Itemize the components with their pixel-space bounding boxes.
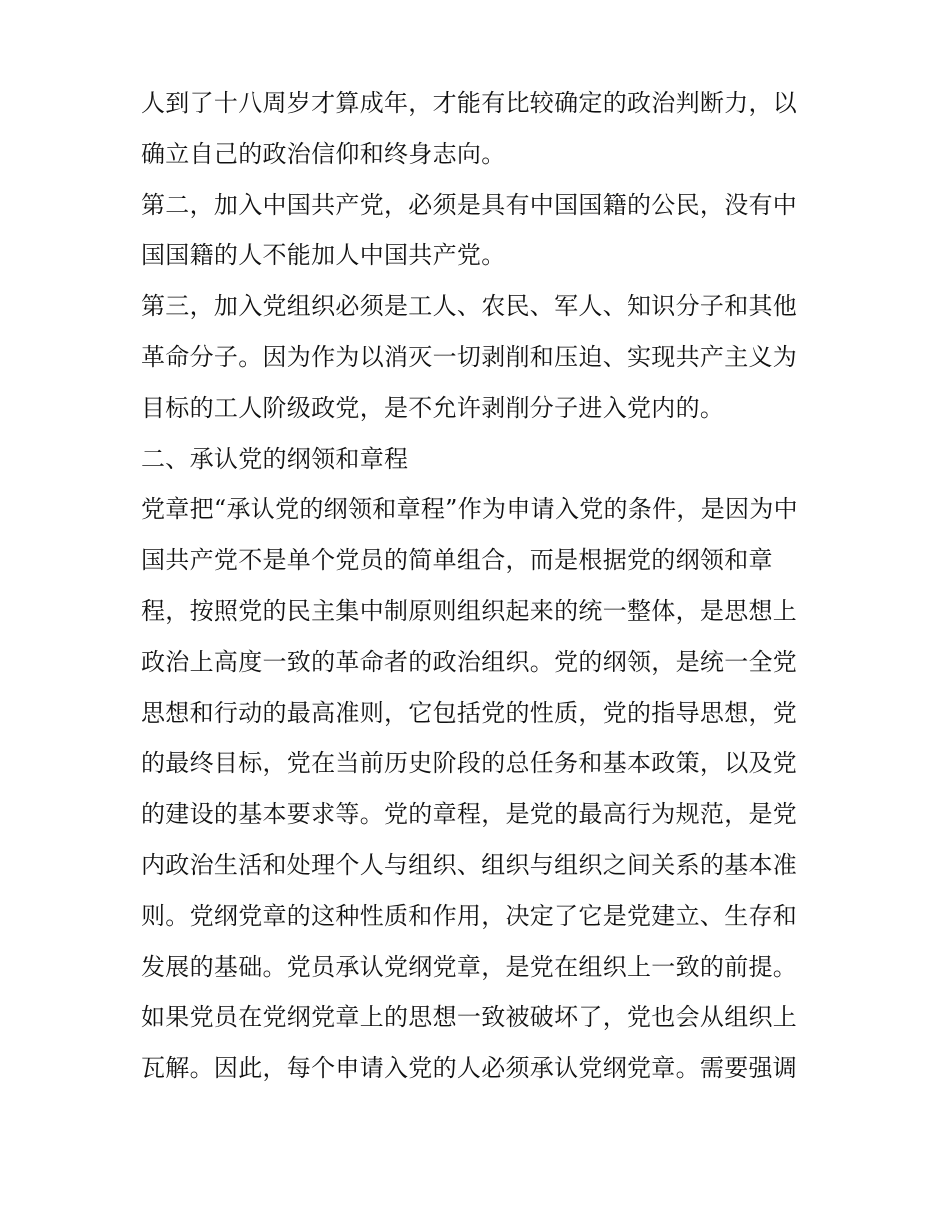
text-line: 人到了十八周岁才算成年，才能有比较确定的政治判断力，以: [141, 89, 798, 117]
text-line: 则。党纲党章的这种性质和作用，决定了它是党建立、生存和: [141, 901, 798, 930]
text-line: 国共产党不是单个党员的简单组合，而是根据党的纲领和章: [141, 546, 773, 575]
text-line: 瓦解。因此，每个申请入党的人必须承认党纲党章。需要强调: [141, 1054, 798, 1083]
text-line: 发展的基础。党员承认党纲党章，是党在组织上一致的前提。: [141, 952, 798, 981]
text-line: 如果党员在党纲党章上的思想一致被破坏了，党也会从组织上: [141, 1003, 798, 1032]
document-body: [141, 78, 821, 1094]
text-line: 第三，加入党组织必须是工人、农民、军人、知识分子和其他: [141, 292, 798, 321]
text-line: 的最终目标，党在当前历史阶段的总任务和基本政策，以及党: [141, 749, 798, 778]
text-line: 确立自己的政治信仰和终身志向。: [141, 139, 506, 168]
text-line: 党章把“承认党的纲领和章程”作为申请入党的条件，是因为中: [141, 495, 798, 524]
text-line: 思想和行动的最高准则，它包括党的性质，党的指导思想，党: [141, 698, 798, 727]
text-line: 第二，加入中国共产党，必须是具有中国国籍的公民，没有中: [141, 190, 798, 219]
text-line: 革命分子。因为作为以消灭一切剥削和压迫、实现共产主义为: [141, 342, 798, 371]
text-line: 的建设的基本要求等。党的章程，是党的最高行为规范，是党: [141, 800, 798, 829]
section-heading: 二、承认党的纲领和章程: [141, 444, 409, 473]
text-line: 国国籍的人不能加人中国共产党。: [141, 241, 506, 270]
text-line: 内政治生活和处理个人与组织、组织与组织之间关系的基本准: [141, 850, 798, 879]
text-line: 程，按照党的民主集中制原则组织起来的统一整体，是思想上: [141, 596, 798, 625]
text-line: 政治上高度一致的革命者的政治组织。党的纲领，是统一全党: [141, 647, 798, 676]
text-line: 目标的工人阶级政党，是不允许剥削分子进入党内的。: [141, 393, 725, 422]
